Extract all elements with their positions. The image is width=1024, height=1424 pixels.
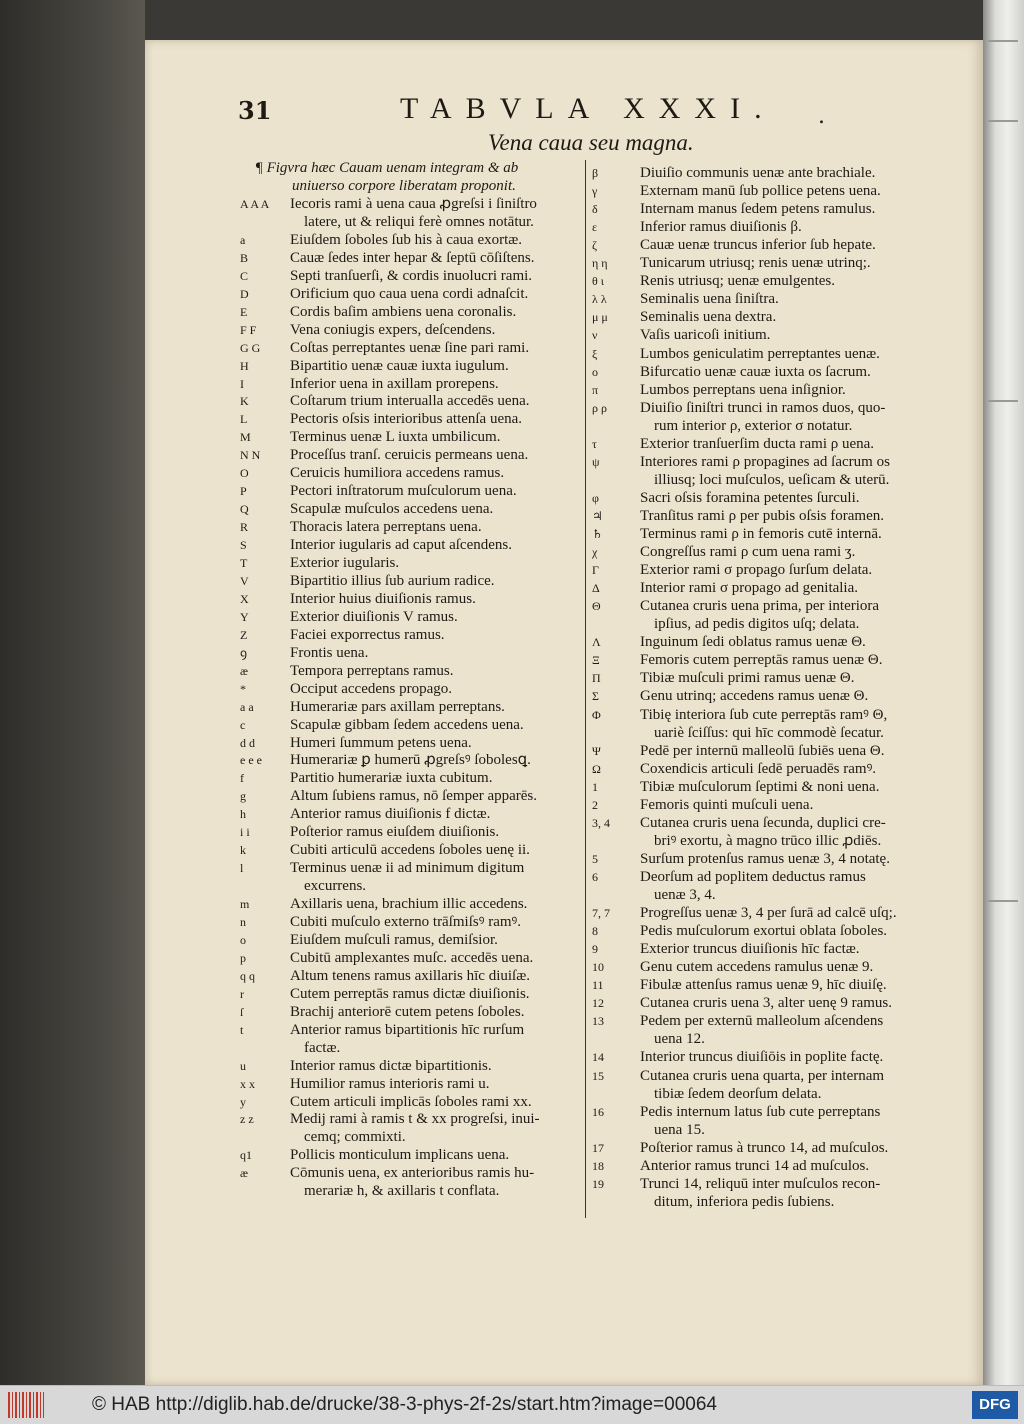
legend-marker: q1 [240, 1148, 252, 1163]
legend-marker: φ [592, 490, 599, 505]
legend-text: Bipartitio illius ſub aurium radice. [290, 572, 495, 589]
legend-text: Scapulæ muſculos accedens uena. [290, 501, 494, 518]
legend-text: latere, ut & reliqui ferè omnes notātur. [304, 213, 534, 230]
legend-text: Vena coniugis expers, deſcendens. [290, 321, 496, 338]
legend-marker: ν [592, 328, 598, 343]
legend-marker: ρ ρ [592, 400, 607, 415]
legend-text: Poſterior ramus eiuſdem diuiſionis. [290, 824, 500, 841]
legend-marker: L [240, 412, 248, 427]
legend-marker: ξ [592, 346, 598, 361]
legend-marker: Y [240, 609, 249, 624]
legend-text: Septi tranſuerſi, & cordis inuolucri rami. [290, 267, 533, 284]
legend-text: Pedis muſculorum exortui oblata ſoboles. [640, 923, 888, 940]
figure-intro-line-1: ¶ Figvra hæc Cauam uenam integram & ab [255, 160, 519, 176]
legend-marker: z z [240, 1112, 254, 1127]
legend-marker: Ξ [592, 653, 600, 668]
footer-bar [0, 1385, 1024, 1424]
legend-text: Cubiti muſculo externo trāſmiſsꝰ ramꝰ. [290, 914, 522, 930]
legend-text: Interiores rami ρ propagines ad ſacrum os [640, 453, 890, 470]
legend-text: briꝰ exortu, à magno trūco illic ꝓdiēs. [654, 832, 882, 849]
legend-text: Exterior truncus diuiſionis hīc factæ. [640, 941, 860, 958]
legend-text: Sacri oſsis foramina petentes ſurculi. [640, 489, 860, 506]
legend-marker: β [592, 166, 599, 180]
legend-text: Terminus uenæ L iuxta umbilicum. [290, 429, 501, 446]
legend-text: merariæ h, & axillaris t conflata. [304, 1183, 500, 1200]
legend-text: Interior huius diuiſionis ramus. [290, 590, 476, 607]
legend-marker: π [592, 382, 599, 397]
legend-text: Genu cutem accedens ramulus uenæ 9. [640, 959, 874, 976]
legend-text: Coxendicis articuli ſedē peruadēs ramꝰ. [640, 760, 877, 777]
legend-marker: a [240, 232, 246, 247]
legend-marker: m [240, 897, 250, 912]
legend-text: Exterior diuiſionis V ramus. [290, 608, 458, 625]
legend-marker: k [240, 843, 246, 858]
column-divider [585, 160, 586, 1218]
legend-text: factæ. [304, 1039, 341, 1056]
legend-marker: C [240, 268, 249, 283]
legend-marker: * [240, 681, 246, 696]
legend-text: Scapulæ gibbam ſedem accedens uena. [290, 716, 524, 733]
legend-marker: F F [240, 322, 257, 337]
dfg-logo: DFG [972, 1391, 1018, 1419]
legend-text: Inferior uena in axillam prorepens. [290, 375, 499, 392]
legend-text: Eiuſdem ſoboles ſub his à caua exortæ. [290, 231, 523, 248]
legend-text: Congreſſus rami ρ cum uena rami ʒ. [640, 544, 856, 561]
legend-text: Humerariæ pars axillam perreptans. [290, 698, 505, 715]
legend-text: Femoris quinti muſculi uena. [640, 796, 814, 813]
legend-marker: p [240, 950, 246, 965]
legend-marker: S [240, 538, 247, 553]
legend-text: Lumbos perreptans uena inſignior. [640, 381, 846, 398]
legend-text: Exterior iugularis. [290, 555, 400, 571]
legend-marker: Q [240, 502, 249, 517]
legend-text: Pollicis monticulum implicans uena. [290, 1147, 510, 1164]
legend-text: Diuiſio communis uenæ ante brachiale. [640, 165, 876, 181]
legend-text: Interior truncus diuiſiōis in poplite factę. [640, 1049, 884, 1066]
legend-marker: I [240, 376, 244, 391]
legend-marker: P [240, 484, 247, 499]
legend-text: Anterior ramus bipartitionis hīc rurſum [290, 1021, 525, 1038]
legend-marker: 10 [592, 960, 604, 975]
legend-marker: c [240, 717, 246, 732]
legend-text: illiusq; loci muſculos, ueſicam & uterū. [654, 471, 890, 488]
legend-text: Pedē per internū malleolū ſubiēs uena Θ. [640, 742, 885, 759]
figure-intro-line-2: uniuerso corpore liberatam proponit. [292, 178, 516, 194]
legend-marker: u [240, 1058, 246, 1073]
legend-marker: t [240, 1022, 244, 1037]
legend-text: Diuiſio ſiniſtri trunci in ramos duos, quo- [640, 399, 886, 416]
legend-marker: N N [240, 448, 261, 463]
legend-marker: æ [240, 1166, 249, 1181]
legend-text: Faciei exporrectus ramus. [290, 626, 445, 643]
legend-marker: g [240, 789, 246, 804]
legend-marker: l [240, 861, 244, 876]
legend-marker: r [240, 986, 244, 1001]
legend-text: Occiput accedens propago. [290, 680, 453, 697]
legend-marker: 1 [592, 779, 598, 794]
copyright-url[interactable]: © HAB http://diglib.hab.de/drucke/38-3-phys-2f-2s/start.htm?image=00064 [92, 1394, 717, 1415]
legend-text: Anterior ramus trunci 14 ad muſculos. [640, 1157, 870, 1174]
legend-marker: 16 [592, 1104, 604, 1119]
legend-text: Cordis baſim ambiens uena coronalis. [290, 303, 517, 320]
legend-text: Seminalis uena dextra. [640, 309, 777, 326]
legend-marker: 18 [592, 1158, 604, 1173]
legend-marker: Σ [592, 689, 599, 704]
viewer-background-left [0, 0, 145, 1385]
legend-marker: χ [592, 545, 598, 560]
hab-logo-icon [8, 1392, 44, 1418]
legend-text: Medij rami à ramis t & xx progreſsi, inui- [290, 1111, 540, 1128]
legend-marker: n [240, 915, 246, 929]
legend-marker: T [240, 556, 248, 570]
legend-text: Altum tenens ramus axillaris hīc diuiſæ. [290, 967, 530, 984]
legend-marker: Ψ [592, 743, 601, 758]
page-heading: TABVLA XXXI. [400, 92, 776, 125]
page-number: 31 [238, 96, 272, 125]
legend-text: cemq; commixti. [304, 1129, 406, 1146]
legend-marker: 7, 7 [592, 906, 610, 921]
legend-marker: V [240, 573, 249, 588]
legend-text: Ceruicis humiliora accedens ramus. [290, 465, 505, 482]
legend-text: Cutanea cruris uena ſecunda, duplici cre- [640, 814, 886, 831]
legend-marker: Φ [592, 707, 601, 722]
legend-text: Cutanea cruris uena prima, per interiora [640, 598, 880, 615]
legend-text: Tranſitus rami ρ per pubis oſsis foramen. [640, 507, 884, 524]
legend-marker: δ [592, 202, 598, 217]
legend-marker: 14 [592, 1050, 604, 1065]
legend-marker: a a [240, 699, 254, 714]
legend-text: Progreſſus uenæ 3, 4 per ſurā ad calcē uſq;. [640, 905, 897, 922]
legend-marker: μ μ [592, 310, 608, 325]
legend-text: Bifurcatio uenæ cauæ iuxta os ſacrum. [640, 363, 871, 380]
page-subheading: Vena caua seu magna. [488, 130, 694, 155]
legend-text: Pectoris oſsis interioribus attenſa uena. [290, 411, 523, 428]
legend-text: Altum ſubiens ramus, nō ſemper apparēs. [290, 788, 538, 805]
legend-marker: Θ [592, 599, 601, 614]
legend-marker: Λ [592, 635, 601, 650]
legend-text: Poſterior ramus à trunco 14, ad muſculos. [640, 1139, 889, 1156]
legend-text: Inferior ramus diuiſionis β. [640, 219, 802, 236]
legend-marker: 11 [592, 978, 604, 993]
legend-marker: ο [592, 364, 598, 379]
legend-marker: y [240, 1094, 246, 1109]
legend-marker: f [240, 771, 244, 786]
legend-text: Terminus uenæ ii ad minimum digitum [290, 860, 525, 877]
legend-text: Frontis uena. [290, 644, 369, 661]
legend-text: Interior iugularis ad caput aſcendens. [290, 537, 512, 554]
legend-text: Vaſis uaricoſi initium. [640, 327, 771, 344]
legend-marker: D [240, 286, 249, 301]
legend-marker: O [240, 466, 249, 481]
legend-text: Cutem perreptās ramus dictæ diuiſionis. [290, 985, 530, 1002]
legend-marker: η η [592, 256, 608, 271]
legend-text: Tibiæ muſculi primi ramus uenæ Θ. [640, 670, 855, 687]
legend-text: Coſtarum trium interualla accedēs uena. [290, 393, 530, 410]
legend-text: Pedem per externū malleolum aſcendens [640, 1013, 884, 1030]
legend-marker: R [240, 520, 249, 535]
legend-marker: 5 [592, 851, 598, 866]
legend-text: uariè ſciſſus: qui hīc commodè ſecatur. [654, 724, 884, 741]
legend-marker: γ [592, 184, 598, 199]
legend-text: Partitio humerariæ iuxta cubitum. [290, 770, 493, 787]
legend-text: Humerariæ ꝑ humerū ꝓgreſsꝰ ſobolesꝗ. [290, 752, 531, 769]
legend-text: Pectori inſtratorum muſculorum uena. [290, 483, 517, 500]
legend-text: Externam manū ſub pollice petens uena. [640, 183, 881, 200]
legend-marker: Ω [592, 761, 601, 776]
legend-text: Cubitū amplexantes muſc. accedēs uena. [290, 949, 534, 966]
legend-text: Seminalis uena ſiniſtra. [640, 291, 779, 308]
legend-marker: o [240, 932, 246, 947]
legend-text: tibiæ ſedem deorſum delata. [654, 1085, 822, 1102]
legend-marker: K [240, 394, 249, 409]
legend-text: ditum, inferiora pedis ſubiens. [654, 1193, 835, 1210]
legend-text: Proceſſus tranſ. ceruicis permeans uena. [290, 447, 529, 464]
legend-text: Cutem articuli implicās ſoboles rami xx. [290, 1093, 532, 1110]
legend-marker: E [240, 304, 248, 319]
legend-text: Femoris cutem perreptās ramus uenæ Θ. [640, 652, 883, 669]
legend-marker: 2 [592, 797, 598, 812]
legend-marker: B [240, 250, 249, 265]
legend-marker: ψ [592, 454, 600, 469]
legend-text: ipſius, ad pedis digitos uſq; delata. [654, 616, 860, 633]
legend-marker: 15 [592, 1068, 604, 1083]
legend-text: Cubiti articulū accedens ſoboles uenę ii. [290, 842, 530, 859]
legend-text: Thoracis latera perreptans uena. [290, 519, 482, 536]
legend-text: Cauæ uenæ truncus inferior ſub hepate. [640, 237, 876, 254]
legend-text: Cutanea cruris uena quarta, per internam [640, 1067, 885, 1084]
legend-marker: ſ [240, 1004, 244, 1019]
legend-marker: θ ι [592, 274, 604, 289]
legend-text: Bipartitio uenæ cauæ iuxta iugulum. [290, 357, 509, 374]
legend-marker: 12 [592, 996, 604, 1011]
legend-text: Orificium quo caua uena cordi adnaſcit. [290, 285, 529, 302]
legend-marker: A A A [240, 197, 270, 211]
legend-text: Fibulæ attenſus ramus uenæ 9, hīc diuiſę. [640, 977, 887, 994]
legend-text: uena 12. [654, 1031, 705, 1048]
legend-text: rum interior ρ, exterior σ notatur. [654, 417, 853, 434]
legend-text: Genu utrinq; accedens ramus uenæ Θ. [640, 688, 869, 705]
legend-marker: 9 [592, 942, 598, 957]
legend-marker: ε [592, 220, 598, 235]
legend-text: Deorſum ad poplitem deductus ramus [640, 868, 866, 885]
legend-text: Lumbos geniculatim perreptantes uenæ. [640, 345, 880, 362]
legend-text: Iecoris rami à uena caua ꝓgreſsi i ſiniſtro [290, 196, 537, 212]
legend-marker: d d [240, 735, 255, 750]
legend-text: Exterior tranſuerſim ducta rami ρ uena. [640, 435, 875, 452]
legend-text: Tunicarum utriusq; renis uenæ utrinq;. [640, 255, 871, 272]
legend-text: Pedis internum latus ſub cute perreptans [640, 1103, 881, 1120]
legend-marker: M [240, 430, 251, 445]
legend-text: Surſum protenſus ramus uenæ 3, 4 notatę. [640, 850, 890, 867]
legend-text: Cōmunis uena, ex anterioribus ramis hu- [290, 1165, 535, 1182]
legend-marker: 6 [592, 869, 598, 884]
legend-marker: 17 [592, 1140, 604, 1155]
color-calibration-strip [983, 0, 1024, 1385]
legend-marker: ♃ [592, 508, 603, 523]
legend-text: uenæ 3, 4. [654, 887, 716, 903]
legend-marker: G G [240, 340, 261, 355]
legend-text: Renis utriusq; uenæ emulgentes. [640, 273, 835, 290]
legend-text: Tempora perreptans ramus. [290, 662, 454, 679]
legend-marker: q q [240, 968, 255, 983]
legend-text: Coſtas perreptantes uenæ ſine pari rami. [290, 339, 530, 356]
legend-text: Inguinum ſedi oblatus ramus uenæ Θ. [640, 634, 866, 651]
legend-marker: 13 [592, 1014, 604, 1029]
ornament-dot: . [818, 104, 825, 129]
legend-text: excurrens. [304, 878, 367, 895]
legend-marker: x x [240, 1076, 255, 1091]
legend-marker: 3, 4 [592, 815, 610, 830]
legend-marker: æ [240, 663, 249, 678]
legend-text: Terminus rami ρ in femoris cutē internā. [640, 526, 882, 542]
legend-text: Cutanea cruris uena 3, alter uenę 9 ramus. [640, 995, 892, 1012]
legend-text: Trunci 14, reliquū inter muſculos recon- [640, 1175, 881, 1192]
legend-text: Humeri ſummum petens uena. [290, 734, 472, 751]
legend-marker: ζ [592, 238, 597, 253]
legend-text: Humilior ramus interioris rami u. [290, 1075, 490, 1092]
legend-text: Interior ramus dictæ bipartitionis. [290, 1057, 492, 1074]
legend-marker: ♄ [592, 527, 603, 541]
legend-text: Brachij anteriorē cutem petens ſoboles. [290, 1003, 525, 1020]
legend-text: Cauæ ſedes inter hepar & ſeptū cōſiſtens. [290, 249, 535, 266]
legend-text: Exterior rami σ propago ſurſum delata. [640, 562, 873, 579]
legend-marker: h [240, 807, 246, 822]
legend-marker: 8 [592, 924, 598, 939]
legend-marker: 19 [592, 1176, 604, 1191]
legend-marker: λ λ [592, 292, 607, 307]
legend-marker: Γ [592, 563, 599, 578]
legend-marker: Π [592, 671, 601, 686]
legend-text: uena 15. [654, 1121, 705, 1138]
legend-text: Internam manus ſedem petens ramulus. [640, 201, 876, 218]
legend-marker: ꝯ [240, 645, 248, 660]
legend-text: Axillaris uena, brachium illic accedens. [290, 896, 528, 913]
legend-marker: τ [592, 436, 597, 451]
legend-marker: Δ [592, 581, 600, 596]
legend-text: Tibię interiora ſub cute perreptās ramꝰ Θ, [640, 706, 888, 723]
legend-marker: e e e [240, 753, 262, 768]
legend-marker: i i [240, 825, 250, 840]
legend-marker: X [240, 591, 249, 606]
legend-text: Tibiæ muſculorum ſeptimi & noni uena. [640, 778, 880, 795]
legend-text: Interior rami σ propago ad genitalia. [640, 580, 859, 597]
legend-text: Eiuſdem muſculi ramus, demiſsior. [290, 931, 498, 948]
legend-text: Anterior ramus diuiſionis f dictæ. [290, 806, 491, 823]
legend-marker: H [240, 358, 249, 373]
legend-marker: Z [240, 627, 248, 642]
